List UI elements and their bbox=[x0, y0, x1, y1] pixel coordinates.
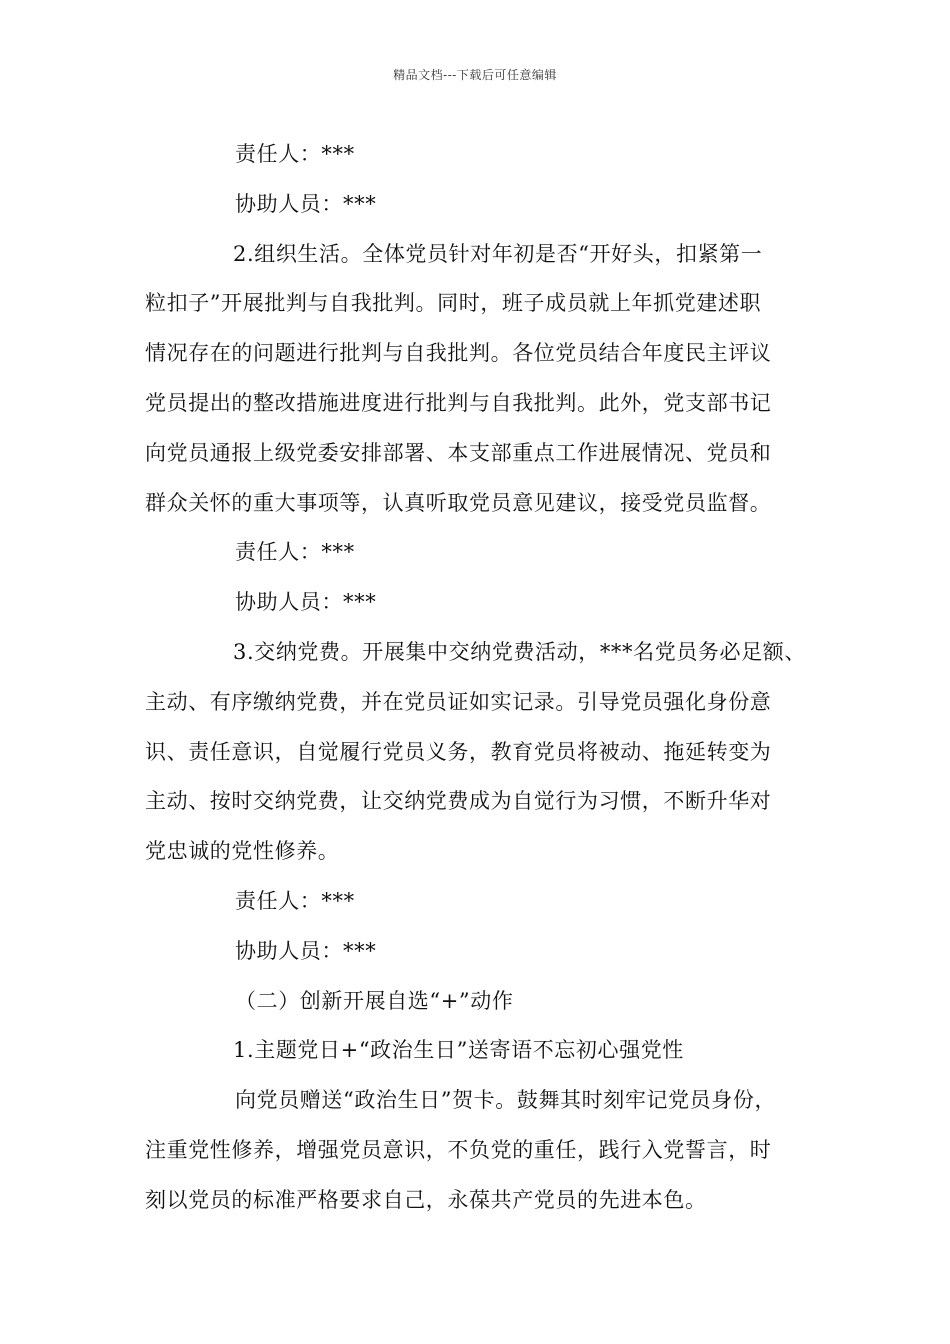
assistant-line: 协助人员：*** bbox=[235, 938, 377, 963]
paragraph-line: 注重党性修养，增强党员意识，不负党的重任，践行入党誓言，时 bbox=[145, 1137, 772, 1162]
responsible-person-line: 责任人：*** bbox=[235, 888, 355, 913]
paragraph-line: 党员提出的整改措施进度进行批判与自我批判。此外，党支部书记 bbox=[145, 390, 772, 415]
subsection-heading: 1.主题党日+“政治生日”送寄语不忘初心强党性 bbox=[233, 1038, 684, 1063]
paragraph-line: 主动、按时交纳党费，让交纳党费成为自觉行为习惯，不断升华对 bbox=[145, 789, 772, 814]
paragraph-line: 识、责任意识，自觉履行党员义务，教育党员将被动、拖延转变为 bbox=[145, 739, 772, 764]
paragraph-line: 刻以党员的标准严格要求自己，永葆共产党员的先进本色。 bbox=[145, 1187, 707, 1212]
paragraph-line: 群众关怀的重大事项等，认真听取党员意见建议，接受党员监督。 bbox=[145, 490, 772, 515]
section-heading: （二）创新开展自选“+”动作 bbox=[235, 988, 514, 1013]
paragraph-line: 主动、有序缴纳党费，并在党员证如实记录。引导党员强化身份意 bbox=[145, 689, 772, 714]
paragraph-line: 向党员通报上级党委安排部署、本支部重点工作进展情况、党员和 bbox=[145, 440, 772, 465]
paragraph-line: 粒扣子”开展批判与自我批判。同时，班子成员就上年抓党建述职 bbox=[145, 291, 762, 316]
paragraph-line: 2.组织生活。全体党员针对年初是否“开好头，扣紧第一 bbox=[233, 241, 763, 266]
paragraph-line: 3.交纳党费。开展集中交纳党费活动，***名党员务必足额、 bbox=[233, 639, 806, 664]
paragraph-line: 情况存在的问题进行批判与自我批判。各位党员结合年度民主评议 bbox=[145, 341, 772, 366]
assistant-line: 协助人员：*** bbox=[235, 191, 377, 216]
page-header: 精品文档---下载后可任意编辑 bbox=[393, 68, 557, 82]
paragraph-line: 党忠诚的党性修养。 bbox=[145, 839, 340, 864]
responsible-person-line: 责任人：*** bbox=[235, 540, 355, 565]
document-body bbox=[145, 130, 817, 1226]
responsible-person-line: 责任人：*** bbox=[235, 142, 355, 166]
paragraph-line: 向党员赠送“政治生日”贺卡。鼓舞其时刻牢记党员身份， bbox=[235, 1088, 777, 1113]
assistant-line: 协助人员：*** bbox=[235, 590, 377, 615]
